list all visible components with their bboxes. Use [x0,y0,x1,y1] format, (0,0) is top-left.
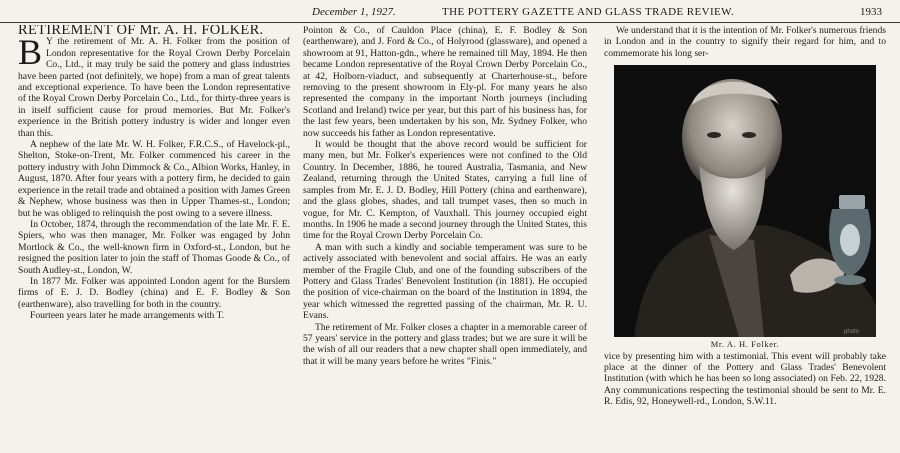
paragraph-3: In October, 1874, through the recommendation of the late Mr. F. E. Spiers, who was then manager, Mr. Folker was engaged by John Mortlock & Co., the well-known firm in Oxford-st., London, but he resigned the position later to join the staff of Thomas Goode & Co., of South Audley-st., London, W. [18,218,290,276]
svg-text:photo: photo [844,329,860,336]
page-header [0,0,900,23]
page-number: 1933 [860,6,882,18]
paragraph-1 [18,32,290,139]
photo-caption: Mr. A. H. Folker. [710,339,780,350]
paragraph-7: It would be thought that the above record would be sufficient for many men, but Mr. Folker's experiences were not confined to the Old Country. In December, 1886, he toured Australia, Tasmania, and New Zealand, returning through the United States, carrying a full line of samples from Mr. E. J. D. Bodley, Hill Pottery (china and earthenware), and the glass globes, shades, and tall trumpet vases, then so much in vogue, for Mr. C. Kempton, of Vauxhall. This journey occupied eight months. In 1906 he made a second journey through the United States, this time for the Royal Crown Derby Porcelain Co. [303,139,587,242]
paragraph-10: We understand that it is the intention of Mr. Folker's numerous friends in London and in the country to signify their regard for him, and to commemorate his long ser- [604,25,886,59]
paragraph-9: The retirement of Mr. Folker closes a chapter in a memorable career of 57 years' service in the pottery and glass trades; but we are sure it will be the wish of all our readers that a new chapter shall open immediately, and that it will be many years before he writes "Finis." [303,321,587,367]
column-1 [18,25,290,450]
paragraph-11: vice by presenting him with a testimonial. This event will probably take place at the dinner of the Pottery and Glass Trades' Benevolent Institution (with which he has been so long associated) on Feb. 22, 1928. Any communications respecting the testimonial should be sent to Mr. E. R. Edis, 92, Honeywell-rd., London, S.W.11. [604,350,886,408]
paragraph-6: Pointon & Co., of Cauldon Place (china), E. F. Bodley & Son (earthenware), and J. Ford & Co., of Holyrood (glassware), and opened a showroom at 91, Hatton-gdn., where he remained till May, 1894. He then became London representative of the Royal Crown Derby Porcelain Co., at 42, Holborn-viaduct, and subsequently at Charterhouse-st., before removing to the present showroom in Ely-pl. For many years he also represented the company in the important North journeys (including Scotland and Ireland) twice per year, but this part of his business has, for the last few years, been undertaken by his son, Mr. Sydney Folker, who now succeeds his father as London representative. [303,25,587,139]
paragraph-2: A nephew of the late Mr. W. H. Folker, F.R.C.S., of Havelock-pl., Shelton, Stoke-on-Trent, Mr. Folker commenced his career in the pottery industry with John Dimmock & Co., Albion Works, Hanley, in August, 1870. After four years with a pottery firm, he decided to gain experience in the retail trade and obtained a position with James Green & Nephew, whose business was then in Upper Thames-st., London; but he was obliged to relinquish the post owing to a severe illness. [18,139,290,219]
portrait-photo [614,65,876,337]
article-title: RETIREMENT OF Mr. A. H. FOLKER. [18,25,264,38]
publication-title: THE POTTERY GAZETTE AND GLASS TRADE REVIEW. [442,6,735,18]
issue-date: December 1, 1927. [312,6,396,18]
paragraph-1-text: Y the retirement of Mr. A. H. Folker from the position of London representative for the Royal Crown Derby Porcelain Co., Ltd., it may truly be said the pottery and glass industries have been parted (not definitely, we hope) from a man of great talents and exceptional experience. To have been the London representative of the Royal Crown Derby Porcelain Co., Ltd., for thirty-three years is in itself sufficient cause for proud memories. But Mr. Folker's experience in the British pottery industry is wider and longer even than this. [18,36,290,139]
paragraph-4: In 1877 Mr. Folker was appointed London agent for the Burslem firms of E. J. D. Bodley (china) and E. F. Bodley & Son (earthenware), also travelling for both in the country. [18,275,290,310]
column-3 [604,25,886,450]
portrait-illustration [614,65,876,337]
drop-cap: B [18,32,43,73]
paragraph-8: A man with such a kindly and sociable temperament was sure to be actively associated with benevolent and social affairs. He was an early member of the Fragile Club, and one of the founding subscribers of the Pottery and Glass Trades' Benevolent Institution (in 1881). He occupied the position of vice-chairman on the board of the Institution in 1894, the year which witnessed the regretted passing of the chairman, Mr. R. U. Evans. [303,241,587,322]
paragraph-5: Fourteen years later he made arrangements with T. [30,310,225,322]
column-2 [303,25,587,450]
